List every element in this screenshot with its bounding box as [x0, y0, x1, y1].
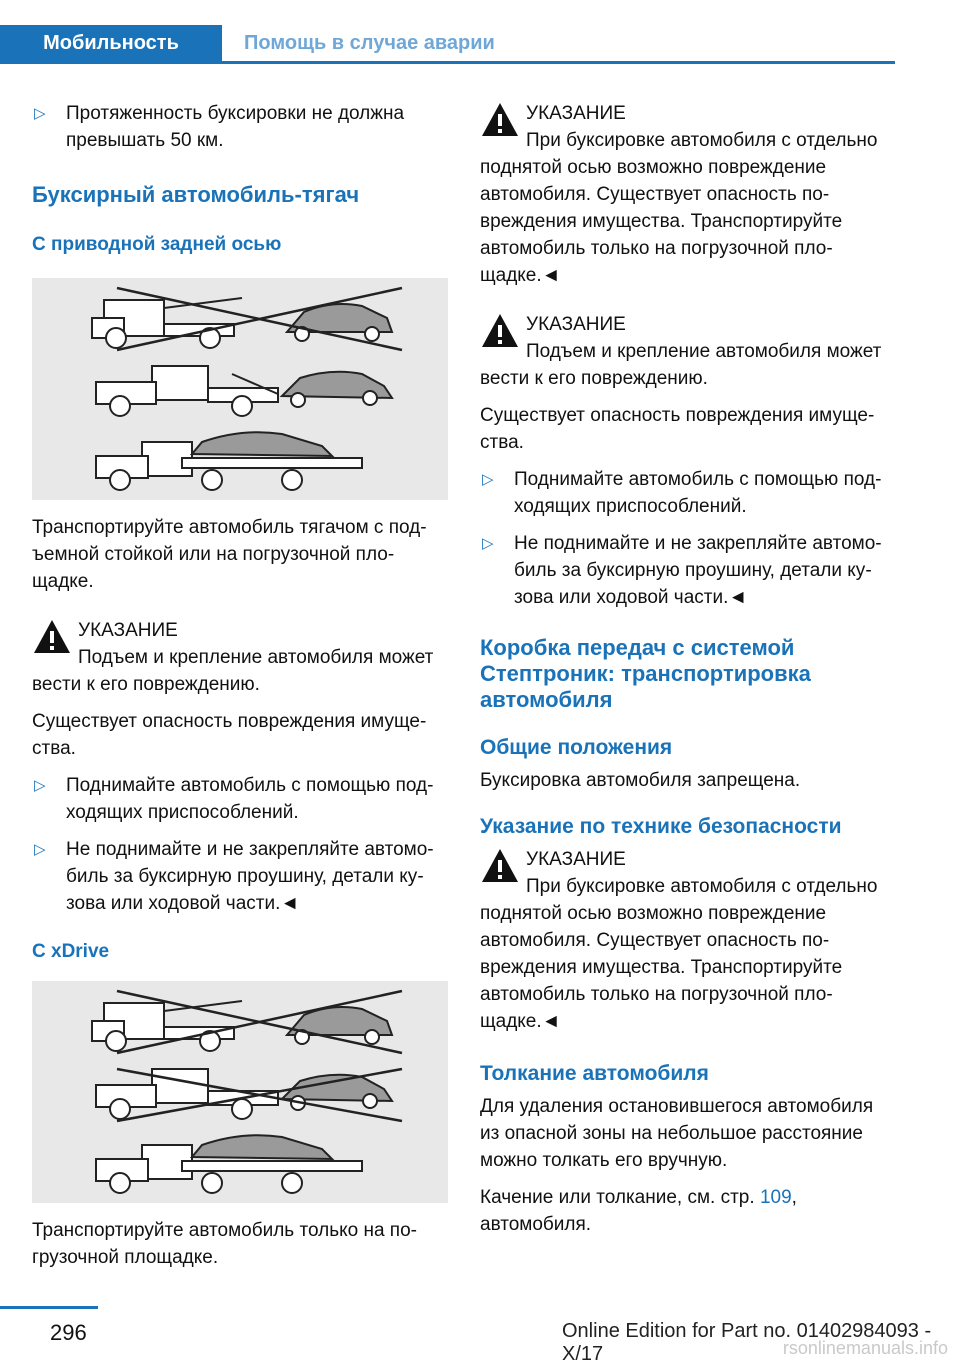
- section-title-tow-truck: Буксирный автомобиль-тягач: [32, 182, 360, 207]
- subsection-xdrive: С xDrive: [32, 941, 110, 962]
- warning-block: [480, 311, 896, 392]
- list-item-text: Не поднимайте и не закрепляйте автомобиль за буксирную проушину, детали кузова или ходовой части.◄: [66, 839, 434, 914]
- watermark: rsonlinemanuals.info: [782, 1338, 948, 1358]
- edition-footer: Online Edition for Part no. 01402984093 - X/17: [562, 1320, 932, 1365]
- left-column: [32, 100, 448, 1271]
- subsection-rear-axle: С приводной задней осью: [32, 234, 282, 255]
- tow-trucks-rwd-illustration: [32, 278, 448, 500]
- warning-triangle-icon: [480, 311, 520, 351]
- list-item: [480, 530, 896, 611]
- warning-label: УКАЗАНИЕ: [526, 103, 626, 124]
- tab-emergency-help[interactable]: Помощь в случае аварии: [244, 32, 495, 54]
- figure-caption: Транспортируйте автомобиль только на погрузочной площадке.: [32, 1220, 417, 1268]
- list-item: [32, 836, 448, 917]
- subsection-safety-note: Указание по технике безопасности: [480, 815, 842, 838]
- triangle-bullet-icon: ▷: [34, 105, 46, 122]
- warning-text: При буксировке автомобиля с отдельно поднятой осью возможно повреждение автомобиля. Существует опасность повреждения имущества. Транспортируйте автомобиль только на погрузочной площадке.◄: [480, 876, 878, 1032]
- section-title-pushing: Толкание автомобиля: [480, 1062, 709, 1085]
- section-title-steptronic: Коробка передач с системой Стептроник: транспортировка автомобиля: [480, 635, 811, 712]
- warning-text: При буксировке автомобиля с отдельно поднятой осью возможно повреждение автомобиля. Существует опасность повреждения имущества. Транспортируйте автомобиль только на погрузочной площадке.◄: [480, 130, 878, 286]
- risk-text: Существует опасность повреждения имущества.: [480, 405, 875, 453]
- list-item: [480, 466, 896, 520]
- list-item: [32, 772, 448, 826]
- triangle-bullet-icon: ▷: [482, 471, 494, 488]
- pushing-text: Для удаления остановившегося автомобиля из опасной зоны на небольшое расстояние можно толкать его вручную.: [480, 1096, 874, 1171]
- reference-suffix: , автомобиля.: [480, 1187, 797, 1235]
- warning-block: [32, 617, 448, 698]
- warning-label: УКАЗАНИЕ: [526, 849, 626, 870]
- warning-label: УКАЗАНИЕ: [526, 314, 626, 335]
- tab-mobility[interactable]: Мобильность: [0, 25, 222, 61]
- warning-triangle-icon: [480, 100, 520, 140]
- page-link[interactable]: 109: [759, 1187, 792, 1208]
- towing-illustration-2: [32, 981, 448, 1203]
- header-tabs: [0, 25, 895, 64]
- list-item: [32, 100, 448, 154]
- warning-triangle-icon: [32, 617, 72, 657]
- towing-illustration-1: [32, 278, 448, 500]
- cross-reference: [480, 1184, 896, 1238]
- list-item-text: Не поднимайте и не закрепляйте автомобиль за буксирную проушину, детали кузова или ходовой части.◄: [514, 533, 882, 608]
- figure-caption: Транспортируйте автомобиль тягачом с подъемной стойкой или на погрузочной площадке.: [32, 517, 427, 592]
- right-column: [480, 100, 896, 1238]
- warning-text: Подъем и крепление автомобиля может вести к его повреждению.: [480, 341, 882, 389]
- list-item-text: Поднимайте автомобиль с помощью подходящих приспособлений.: [514, 469, 882, 517]
- warning-triangle-icon: [480, 846, 520, 886]
- warning-label: УКАЗАНИЕ: [78, 620, 178, 641]
- page-number: 296: [50, 1320, 87, 1345]
- triangle-bullet-icon: ▷: [34, 777, 46, 794]
- reference-prefix: Качение или толкание, см. стр.: [480, 1187, 755, 1208]
- subsection-general: Общие положения: [480, 736, 673, 759]
- list-item-text: Поднимайте автомобиль с помощью подходящих приспособлений.: [66, 775, 434, 823]
- triangle-bullet-icon: ▷: [482, 535, 494, 552]
- page-number-bar: [0, 1306, 98, 1309]
- warning-text: Подъем и крепление автомобиля может вести к его повреждению.: [32, 647, 434, 695]
- warning-block: [480, 100, 896, 289]
- tow-trucks-xdrive-illustration: [32, 981, 448, 1203]
- list-item-text: Протяженность буксировки не должна превышать 50 км.: [66, 103, 405, 151]
- risk-text: Существует опасность повреждения имущества.: [32, 711, 427, 759]
- general-text: Буксировка автомобиля запрещена.: [480, 770, 801, 791]
- warning-block: [480, 846, 896, 1035]
- triangle-bullet-icon: ▷: [34, 841, 46, 858]
